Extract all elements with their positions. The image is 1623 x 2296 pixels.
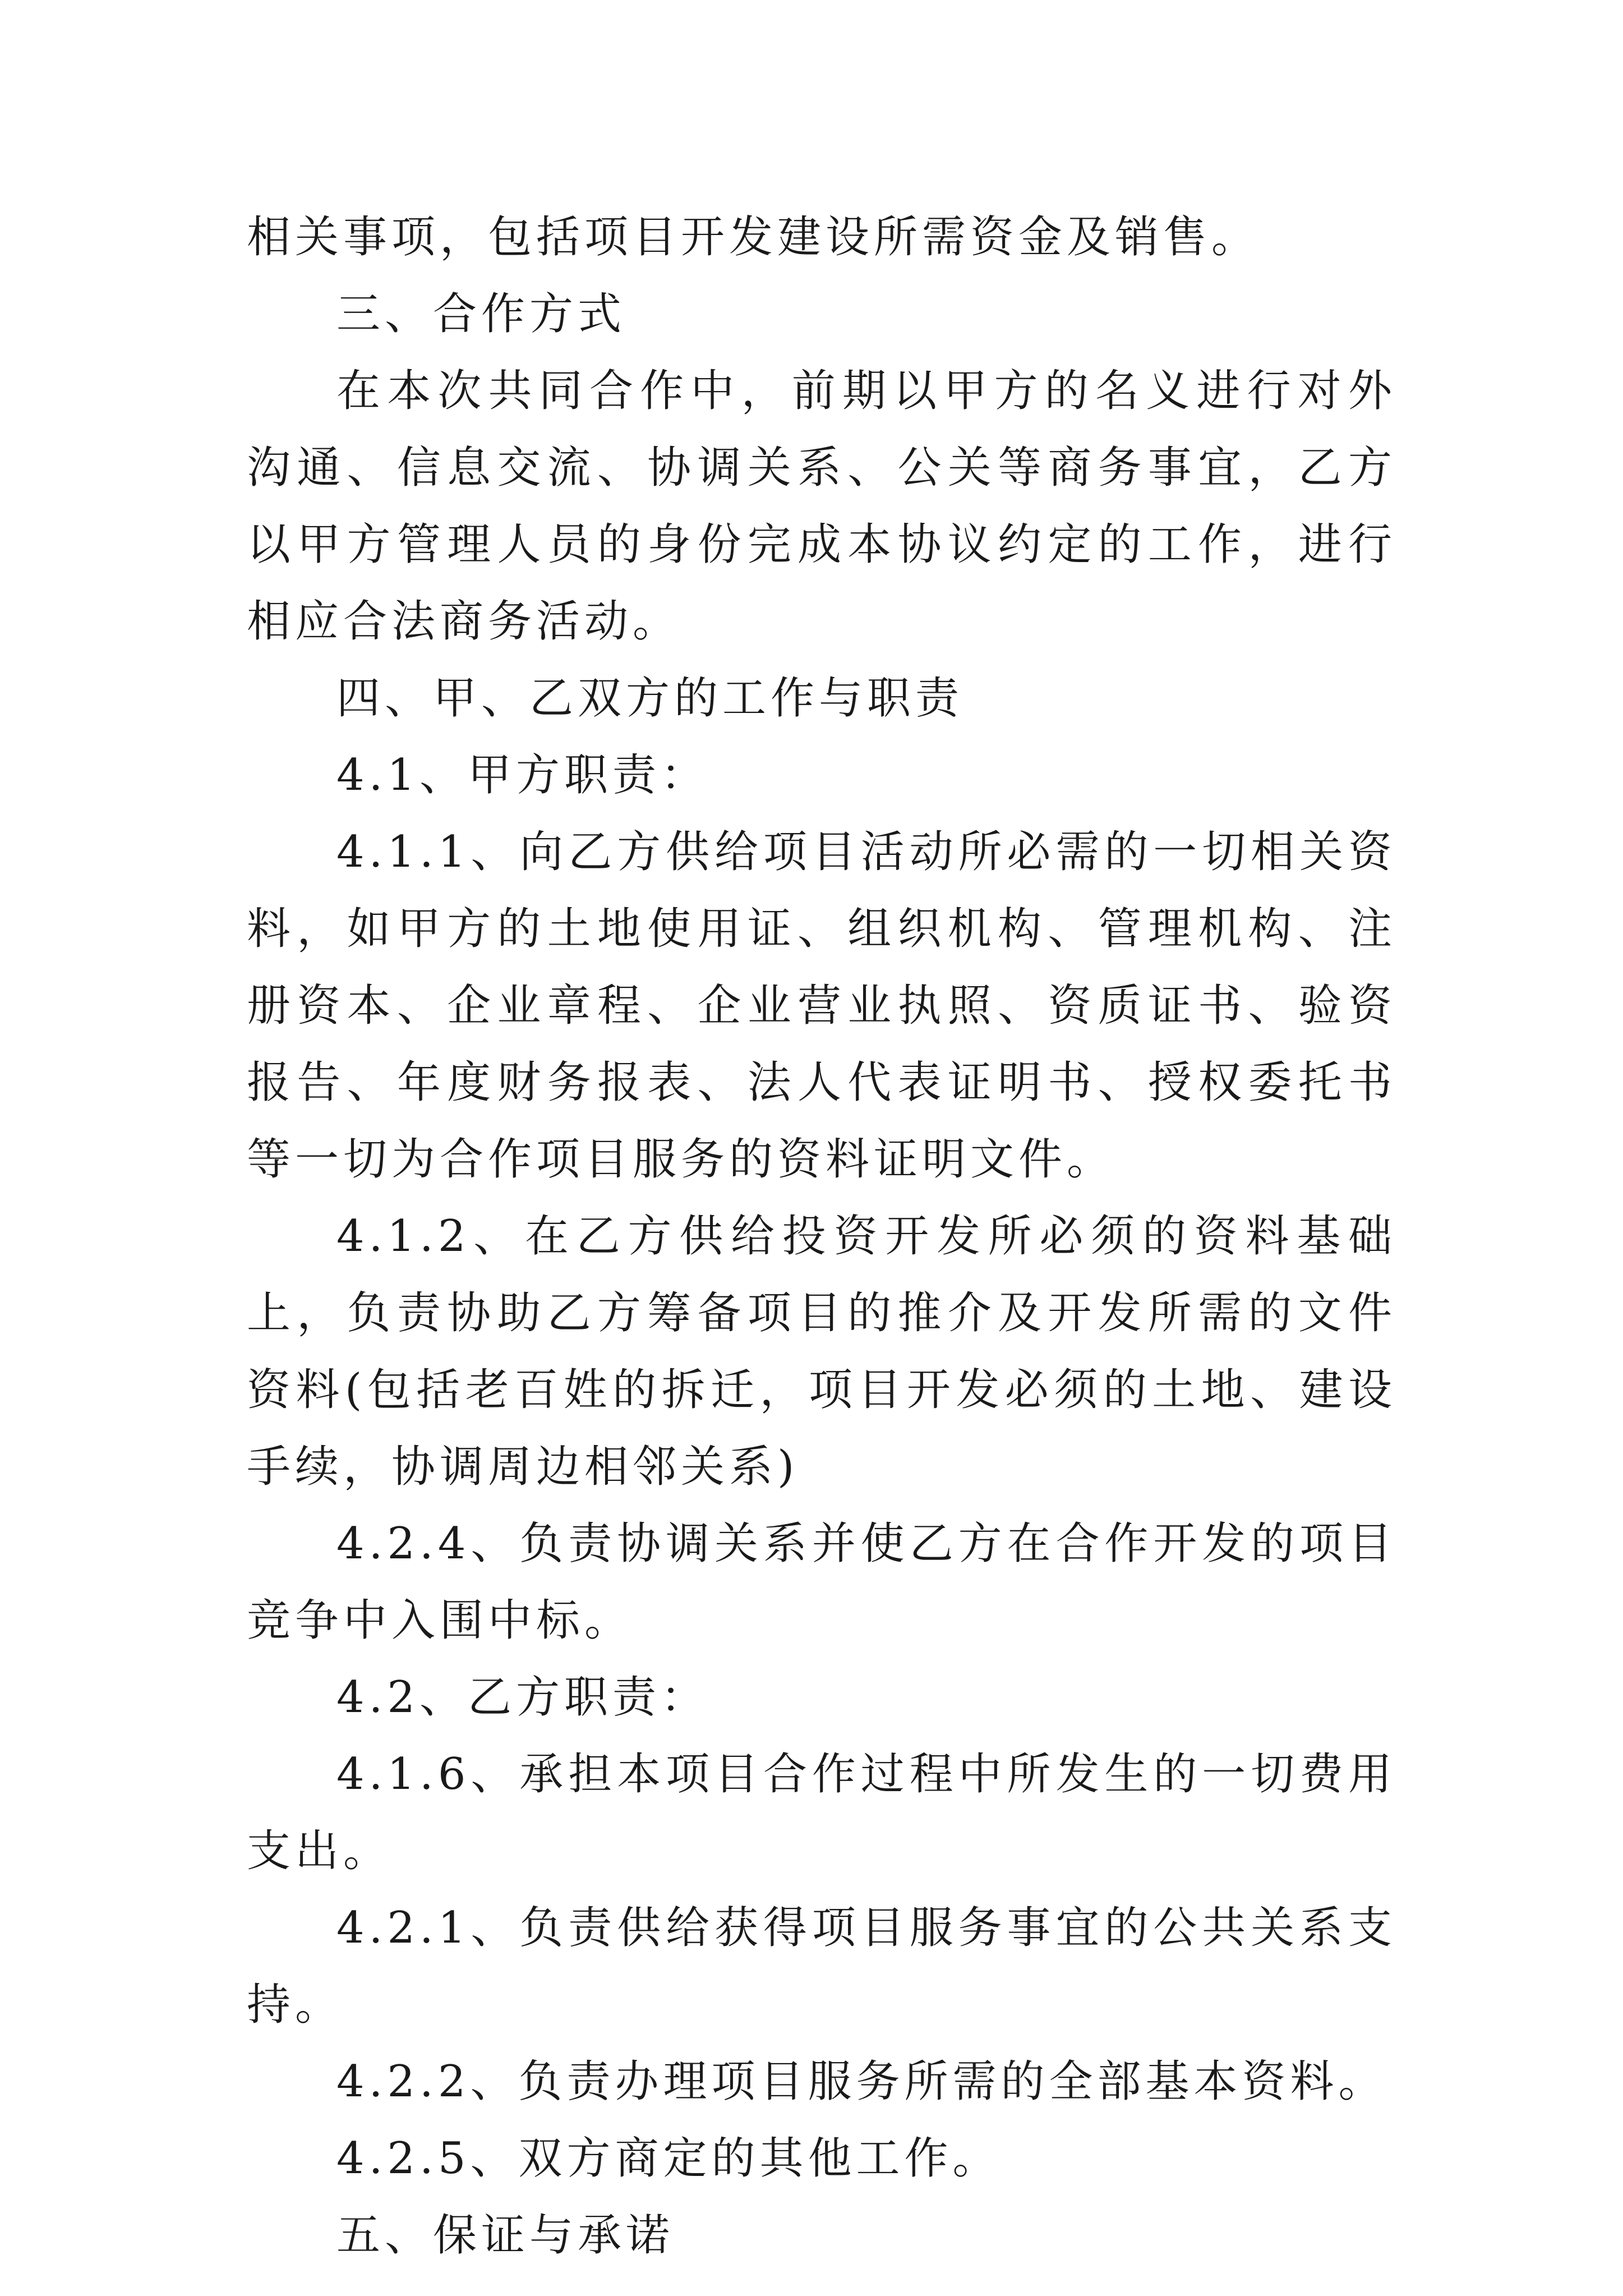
subheading-party-a-duties: 4.1、甲方职责： — [336, 750, 709, 800]
subheading-party-b-duties: 4.2、乙方职责： — [336, 1672, 709, 1723]
clause-4-2-4: 4.2.4、负责协调关系并使乙方在合作开发的项目竞争中入围中标。 — [247, 1519, 1396, 1646]
clause-4-2-5: 4.2.5、双方商定的其他工作。 — [336, 2133, 1001, 2184]
clause-4-1-6: 4.1.6、承担本项目合作过程中所发生的一切费用支出。 — [247, 1749, 1396, 1876]
clause-4-2-1: 4.2.1、负责供给获得项目服务事宜的公共关系支持。 — [247, 1903, 1396, 2030]
document-body — [247, 199, 1396, 2274]
clause-4-1-2: 4.1.2、在乙方供给投资开发所必须的资料基础上，负责协助乙方筹备项目的推介及开发所需的文件资料(包括老百姓的拆迁，项目开发必须的土地、建设手续，协调周边相邻关系) — [247, 1211, 1396, 1492]
clause-4-2-2: 4.2.2、负责办理项目服务所需的全部基本资料。 — [336, 2056, 1387, 2107]
paragraph-continuation: 相关事项，包括项目开发建设所需资金及销售。 — [247, 212, 1260, 263]
paragraph-cooperation-details: 在本次共同合作中，前期以甲方的名义进行对外沟通、信息交流、协调关系、公关等商务事宜，乙方以甲方管理人员的身份完成本协议约定的工作，进行相应合法商务活动。 — [247, 366, 1396, 647]
section-heading-cooperation-method: 三、合作方式 — [336, 289, 626, 339]
section-heading-guarantees: 五、保证与承诺 — [336, 2210, 675, 2261]
section-heading-duties: 四、甲、乙双方的工作与职责 — [336, 673, 964, 724]
clause-4-1-1: 4.1.1、向乙方供给项目活动所必需的一切相关资料，如甲方的土地使用证、组织机构、管理机构、注册资本、企业章程、企业营业执照、资质证书、验资报告、年度财务报表、法人代表证明书、授权委托书等一切为合作项目服务的资料证明文件。 — [247, 827, 1396, 1185]
